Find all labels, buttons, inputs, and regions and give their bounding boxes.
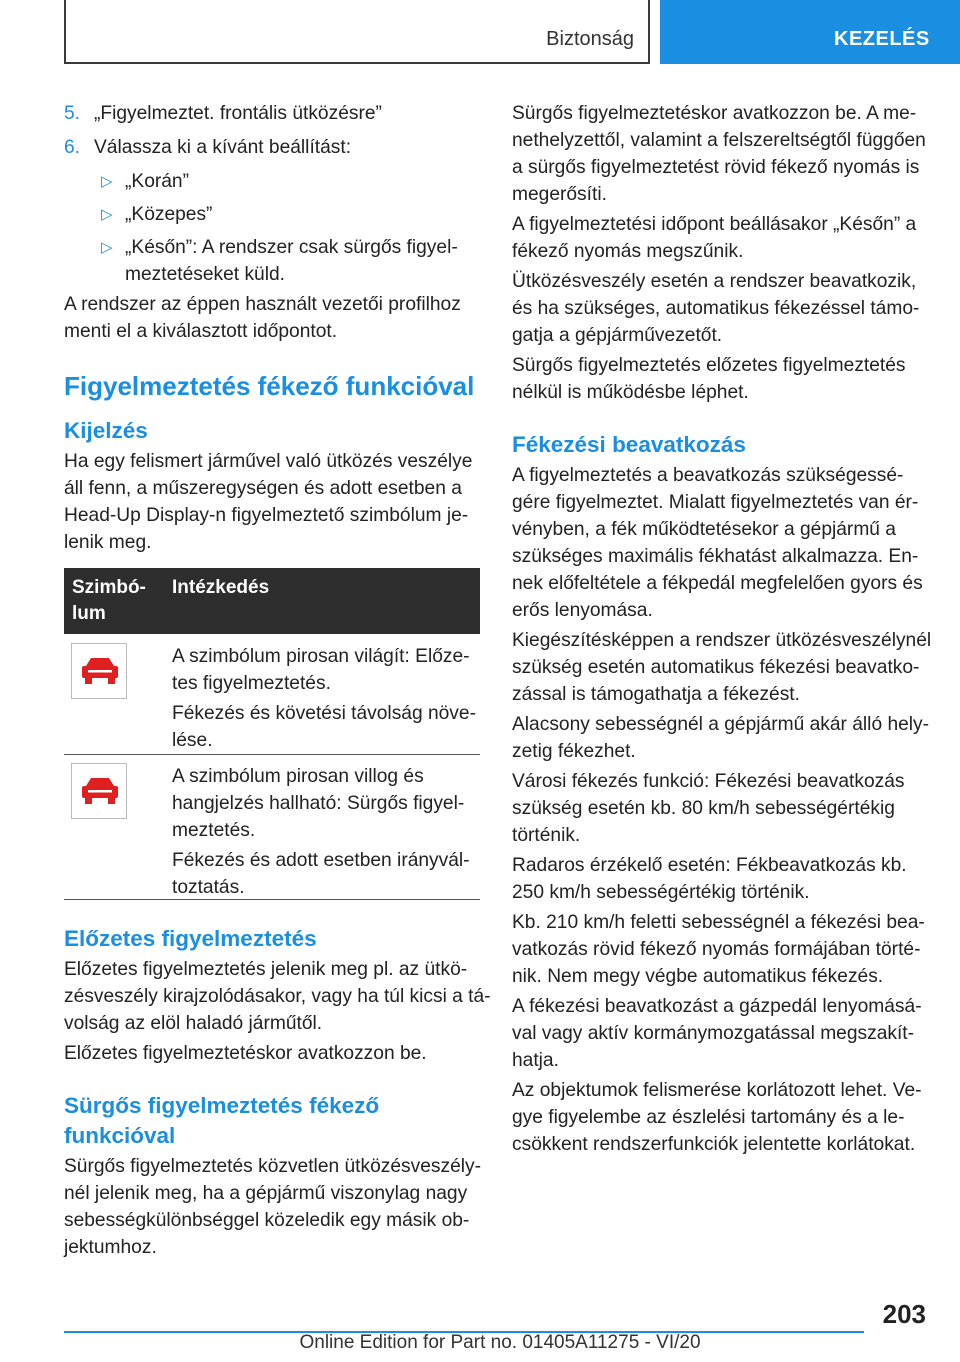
text-line: Radaros érzékelő esetén: Fékbeavatkozás kb. bbox=[512, 855, 907, 876]
triangle-bullet-icon: ▷ bbox=[101, 173, 113, 190]
paragraph bbox=[512, 852, 932, 906]
text-line: A szimbólum pirosan világít: Előze‐ bbox=[172, 646, 470, 667]
text-line: val vagy aktív kormánymozgatással megszakít‐ bbox=[512, 1023, 915, 1044]
car-warning-icon bbox=[71, 763, 127, 819]
numbered-item bbox=[64, 134, 484, 161]
text-line: 250 km/h sebességértékig történik. bbox=[512, 882, 810, 903]
text-line: és ha szükséges, automatikus fékezéssel támo‐ bbox=[512, 298, 920, 319]
paragraph bbox=[64, 291, 484, 345]
text-line: Városi fékezés funkció: Fékezési beavatkozás bbox=[512, 771, 905, 792]
symbol-table bbox=[64, 568, 480, 900]
triangle-bullet-icon: ▷ bbox=[101, 206, 113, 223]
list-text: „Figyelmeztet. frontális ütközésre” bbox=[94, 103, 382, 124]
text-line: fékező nyomás megszűnik. bbox=[512, 241, 744, 262]
text-line: nethelyzettől, valamint a felszereltségtől függően bbox=[512, 130, 926, 151]
option-item bbox=[64, 168, 484, 195]
paragraph bbox=[512, 627, 932, 708]
text-line: nél jelenik meg, ha a gépjármű viszonylag nagy bbox=[64, 1183, 468, 1204]
header-chapter-label: KEZELÉS bbox=[834, 28, 930, 50]
triangle-bullet-icon: ▷ bbox=[101, 239, 113, 256]
text-line: A fékezési beavatkozást a gázpedál lenyomásá‐ bbox=[512, 996, 922, 1017]
footer-edition: Online Edition for Part no. 01405A11275 - VI/20 bbox=[299, 1332, 701, 1353]
heading-main: Figyelmeztetés fékező funkcióval bbox=[64, 371, 475, 401]
header-text: Szimbó‐ bbox=[72, 577, 146, 598]
text-line: megerősíti. bbox=[512, 184, 607, 205]
text-line: A figyelmeztetés a beavatkozás szükségessé‐ bbox=[512, 465, 904, 486]
heading-early-warning: Előzetes figyelmeztetés bbox=[64, 926, 317, 951]
text-line: áll fenn, a műszeregységen és adott esetben a bbox=[64, 478, 462, 499]
paragraph bbox=[512, 993, 932, 1074]
text-line: gye figyelembe az észlelési tartomány és a le‐ bbox=[512, 1107, 905, 1128]
paragraph bbox=[64, 448, 484, 556]
heading-line: Sürgős figyelmeztetés fékező bbox=[64, 1093, 380, 1118]
paragraph bbox=[512, 352, 932, 406]
text-line: zással is támogathatja a fékezést. bbox=[512, 684, 800, 705]
paragraph bbox=[512, 268, 932, 349]
text-line: tes figyelmeztetés. bbox=[172, 673, 331, 694]
text-line: Sürgős figyelmeztetéskor avatkozzon be. A me‐ bbox=[512, 103, 917, 124]
text-line: nek előfeltétele a fékpedál megfelelően gyors és bbox=[512, 573, 923, 594]
text-line: Előzetes figyelmeztetés jelenik meg pl. az ütkö‐ bbox=[64, 959, 468, 980]
text-line: Ütközésveszély esetén a rendszer beavatkozik, bbox=[512, 271, 917, 292]
text-line: hatja. bbox=[512, 1050, 559, 1071]
header-chapter-tab[interactable] bbox=[660, 0, 960, 64]
option-text-line: „Későn”: A rendszer csak sürgős figyel‐ bbox=[125, 237, 458, 258]
header-text: lum bbox=[72, 603, 106, 624]
text-line: volság az elöl haladó járműtől. bbox=[64, 1013, 323, 1034]
text-line: sebességkülönbséggel közeledik egy másik ob‐ bbox=[64, 1210, 470, 1231]
table-row bbox=[64, 634, 480, 755]
paragraph bbox=[64, 1153, 484, 1261]
paragraph: Előzetes figyelmeztetéskor avatkozzon be. bbox=[64, 1043, 427, 1064]
action-paragraph bbox=[172, 700, 480, 754]
text-line: lenik meg. bbox=[64, 532, 152, 553]
text-line: meztetés. bbox=[172, 820, 256, 841]
list-number: 6. bbox=[64, 137, 81, 158]
text-line: Fékezés és követési távolság növe‐ bbox=[172, 703, 476, 724]
text-line: a sürgős figyelmeztetést rövid fékező nyomás is bbox=[512, 157, 920, 178]
text-line: Az objektumok felismerése korlátozott lehet. Ve‐ bbox=[512, 1080, 922, 1101]
paragraph bbox=[512, 1077, 932, 1158]
text-line: vatkozás rövid fékező nyomás formájában törté‐ bbox=[512, 939, 921, 960]
paragraph bbox=[512, 909, 932, 990]
text-line: nélkül is működésbe léphet. bbox=[512, 382, 749, 403]
text-line: Sürgős figyelmeztetés előzetes figyelmeztetés bbox=[512, 355, 906, 376]
option-item bbox=[64, 234, 484, 288]
footer bbox=[0, 1332, 960, 1354]
heading-display: Kijelzés bbox=[64, 418, 148, 443]
paragraph bbox=[512, 211, 932, 265]
header-section-box bbox=[64, 0, 650, 64]
text-line: szükség esetén kb. 80 km/h sebességértékig bbox=[512, 798, 895, 819]
option-item bbox=[64, 201, 484, 228]
paragraph bbox=[512, 462, 932, 624]
text-line: történik. bbox=[512, 825, 581, 846]
numbered-item bbox=[64, 100, 484, 127]
text-line: csökkent rendszerfunkciók jelentette korlátokat. bbox=[512, 1134, 916, 1155]
text-line: Fékezés és adott esetben irányvál‐ bbox=[172, 850, 470, 871]
text-line: hangjelzés hallható: Sürgős figyel‐ bbox=[172, 793, 465, 814]
text-line: Sürgős figyelmeztetés közvetlen ütközésveszély‐ bbox=[64, 1156, 481, 1177]
action-paragraph bbox=[172, 847, 480, 901]
left-column bbox=[64, 100, 491, 1264]
text-line: zetig fékezhet. bbox=[512, 741, 636, 762]
table-header bbox=[64, 568, 480, 634]
text-line: szükséges maximális fékhatást alkalmazza. En‐ bbox=[512, 546, 919, 567]
option-text: „Közepes” bbox=[125, 204, 213, 225]
option-text: „Korán” bbox=[125, 171, 189, 192]
action-paragraph bbox=[172, 643, 480, 697]
text-line: gatja a gépjárművezetőt. bbox=[512, 325, 723, 346]
text-line: szükség esetén automatikus fékezési beavatko‐ bbox=[512, 657, 920, 678]
text-line: jektumhoz. bbox=[64, 1237, 157, 1258]
text-line: Ha egy felismert járművel való ütközés veszélye bbox=[64, 451, 473, 472]
option-text-line: meztetéseket küld. bbox=[125, 264, 285, 285]
paragraph bbox=[512, 768, 932, 849]
text-line: A rendszer az éppen használt vezetői profilhoz bbox=[64, 294, 461, 315]
text-line: lése. bbox=[172, 730, 213, 751]
list-number: 5. bbox=[64, 103, 81, 124]
action-paragraph bbox=[172, 763, 480, 844]
table-header-symbol bbox=[64, 575, 172, 634]
text-line: zésveszély kirajzolódásakor, vagy ha túl kicsi a tá‐ bbox=[64, 986, 491, 1007]
text-line: Kiegészítésképpen a rendszer ütközésveszélynél bbox=[512, 630, 932, 651]
heading-brake-intervention: Fékezési beavatkozás bbox=[512, 432, 746, 457]
text-line: A figyelmeztetési időpont beállásakor „Későn” a bbox=[512, 214, 917, 235]
list-text: Válassza ki a kívánt beállítást: bbox=[94, 137, 352, 158]
text-line: vényben, a fék működtetésekor a gépjármű a bbox=[512, 519, 896, 540]
text-line: menti el a kiválasztott időpontot. bbox=[64, 321, 338, 342]
text-line: gére figyelmeztet. Mialatt figyelmeztetés van ér‐ bbox=[512, 492, 919, 513]
right-column bbox=[512, 100, 932, 1161]
paragraph bbox=[64, 956, 491, 1037]
text-line: toztatás. bbox=[172, 877, 245, 898]
header-section-title: Biztonság bbox=[546, 28, 634, 50]
text-line: nik. Nem megy végbe automatikus fékezés. bbox=[512, 966, 884, 987]
paragraph bbox=[512, 711, 932, 765]
text-line: A szimbólum pirosan villog és bbox=[172, 766, 424, 787]
text-line: Head-Up Display-n figyelmeztető szimbólum je‐ bbox=[64, 505, 469, 526]
car-warning-icon bbox=[71, 643, 127, 699]
text-line: Alacsony sebességnél a gépjármű akár álló hely‐ bbox=[512, 714, 930, 735]
heading-line: funkcióval bbox=[64, 1123, 176, 1148]
page-number: 203 bbox=[882, 1299, 926, 1329]
table-header-action: Intézkedés bbox=[172, 577, 270, 598]
heading-urgent-warning bbox=[64, 1091, 484, 1151]
text-line: Kb. 210 km/h feletti sebességnél a fékezési bea‐ bbox=[512, 912, 925, 933]
table-row bbox=[64, 755, 480, 900]
text-line: erős lenyomása. bbox=[512, 600, 653, 621]
paragraph bbox=[512, 100, 932, 208]
